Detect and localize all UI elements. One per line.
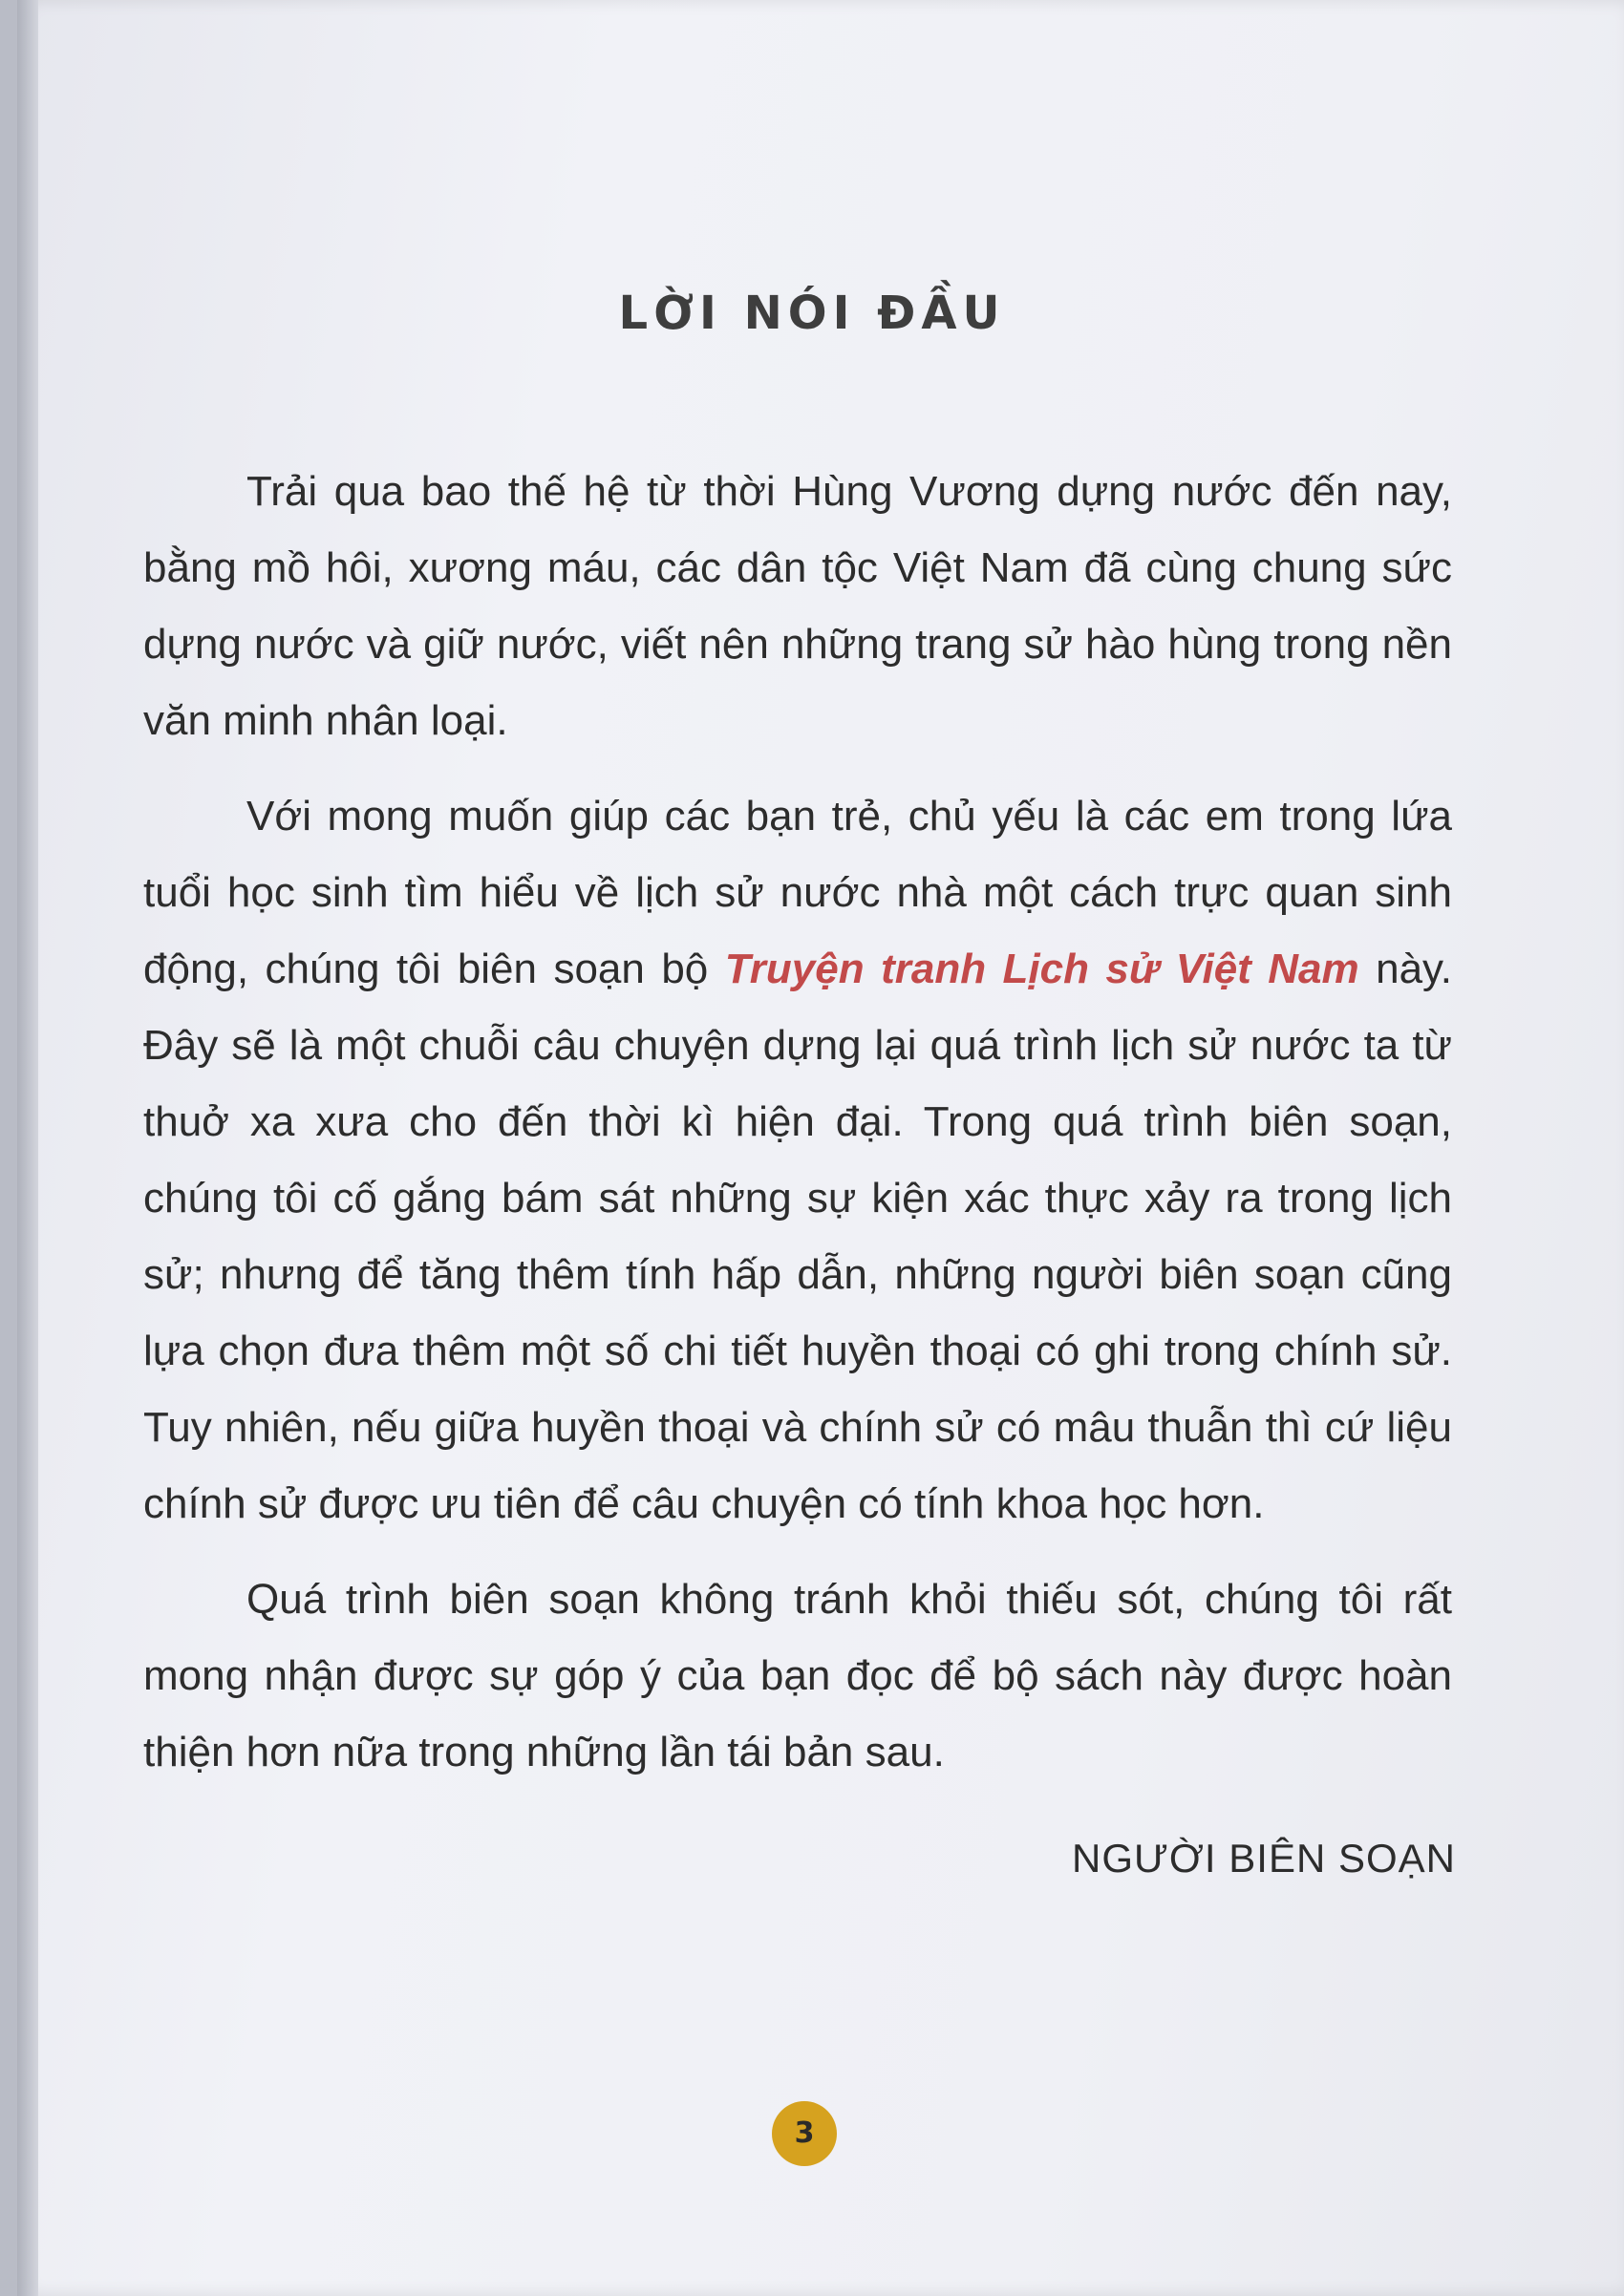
paragraph-2-after: này. Đây sẽ là một chuỗi câu chuyện dựng lại quá trình lịch sử nước ta từ thuở xa xưa cho đến thời kì hiện đại. Trong quá trình biên soạn, chúng tôi cố gắng bám sát những sự kiện xác thực xảy ra trong lịch sử; nhưng để tăng thêm tính hấp dẫn, những người biên soạn cũng lựa chọn đưa thêm một số chi tiết huyền thoại có ghi trong chính sử. Tuy nhiên, nếu giữa huyền thoại và chính sử có mâu thuẫn thì cứ liệu chính sử được ưu tiên để câu chuyện có tính khoa học hơn.: [143, 946, 1452, 1527]
page-number-badge: 3: [772, 2101, 837, 2166]
paragraph-2: [143, 778, 1452, 1542]
paragraph-1: Trải qua bao thế hệ từ thời Hùng Vương dựng nước đến nay, bằng mồ hôi, xương máu, các dân tộc Việt Nam đã cùng chung sức dựng nước và giữ nước, viết nên những trang sử hào hùng trong nền văn minh nhân loại.: [143, 468, 1452, 744]
series-title-highlight: Truyện tranh Lịch sử Việt Nam: [724, 946, 1359, 992]
foreword-body: [143, 454, 1452, 1810]
author-signature: NGƯỜI BIÊN SOẠN: [1072, 1836, 1456, 1881]
page-title: LỜI NÓI ĐẦU: [618, 287, 1006, 340]
page-binding-shadow: [17, 0, 38, 2296]
paragraph-3: Quá trình biên soạn không tránh khỏi thiếu sót, chúng tôi rất mong nhận được sự góp ý của bạn đọc để bộ sách này được hoàn thiện hơn nữa trong những lần tái bản sau.: [143, 1576, 1452, 1775]
paragraph-2-before: Với mong muốn giúp các bạn trẻ, chủ yếu là các em trong lứa tuổi học sinh tìm hiểu về lịch sử nước nhà một cách trực quan sinh động, chúng tôi biên soạn bộ: [143, 793, 1452, 992]
